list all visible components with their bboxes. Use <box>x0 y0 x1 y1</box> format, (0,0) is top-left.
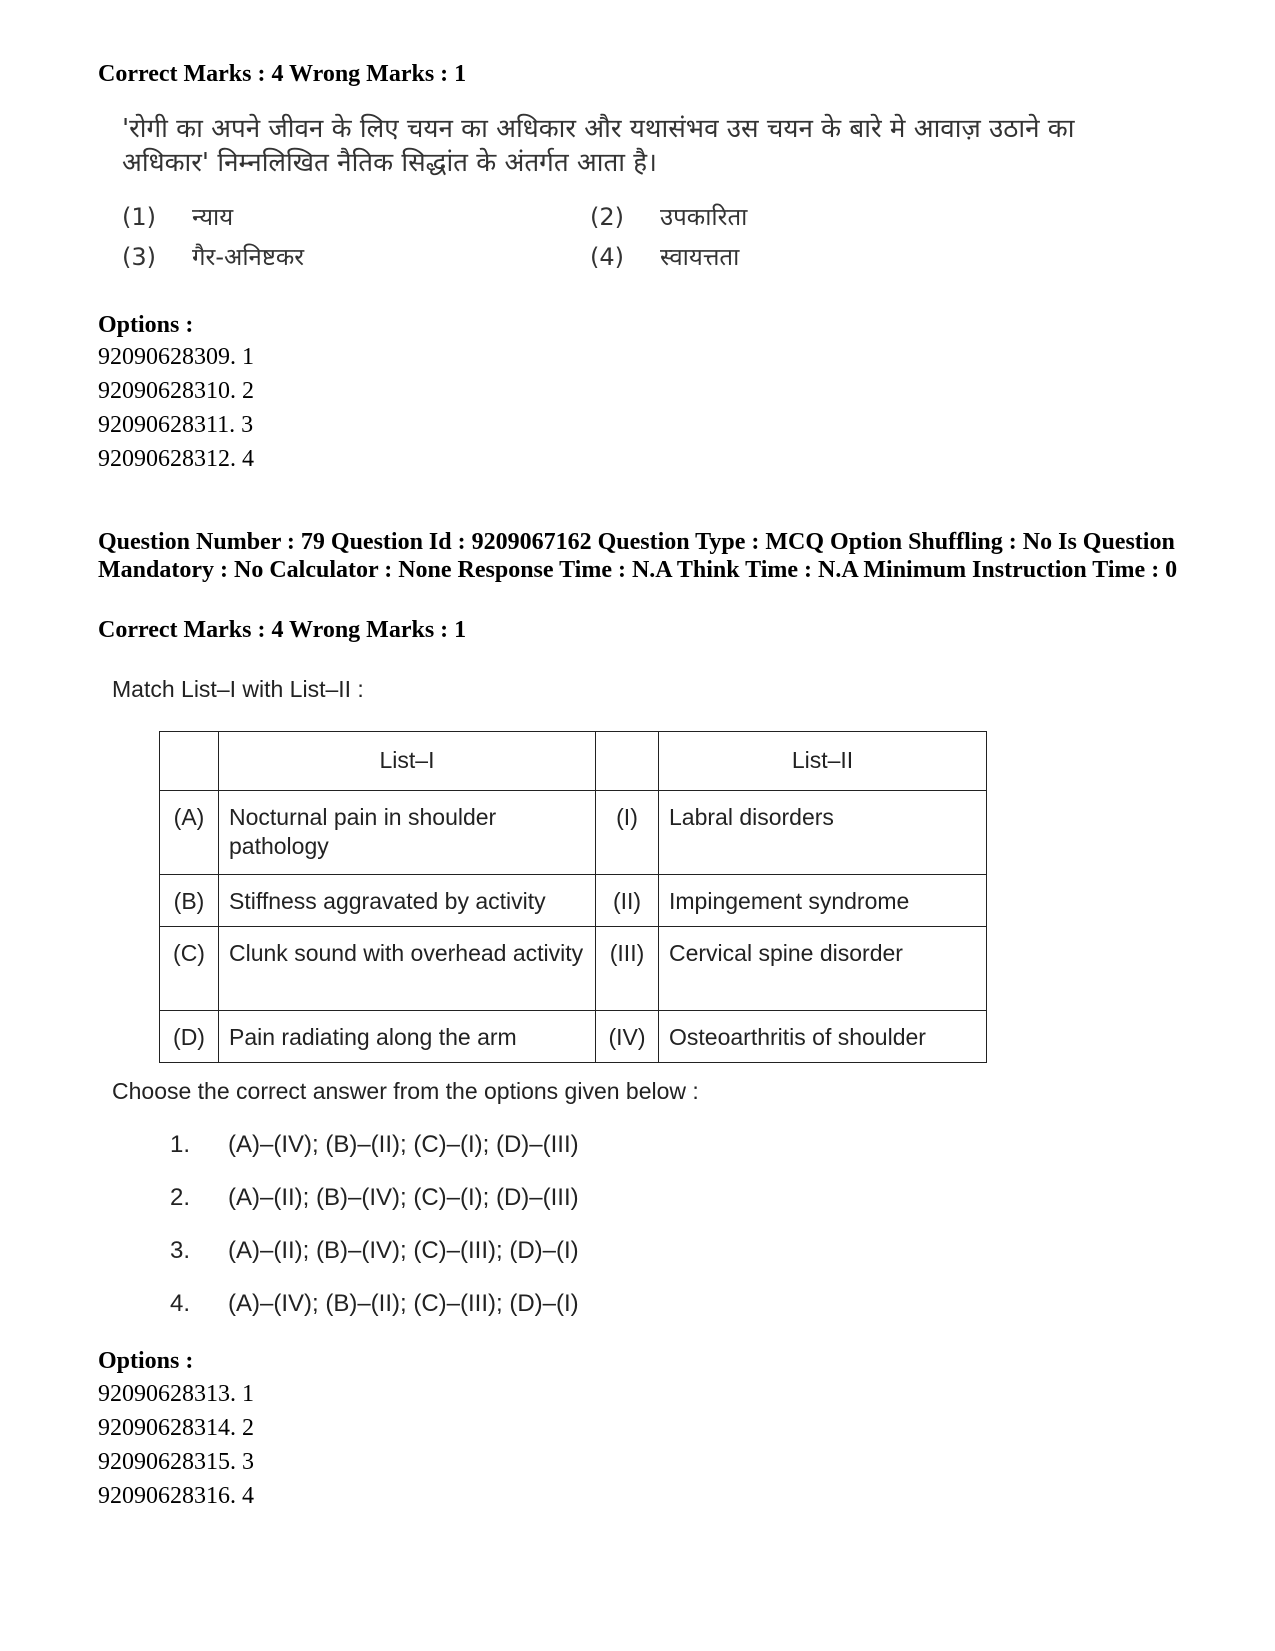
option-item: 92090628312. 4 <box>98 446 254 472</box>
row-text-list1: Nocturnal pain in shoulder pathology <box>219 791 596 875</box>
q79-header: Question Number : 79 Question Id : 9209067162 Question Type : MCQ Option Shuffling : No Is Question Mandatory : No Calculator : None Response Time : N.A Think Time : N.A Minimum Instruction Time : 0 <box>98 529 1178 583</box>
match-table <box>159 731 987 1063</box>
table-header-row <box>160 732 987 791</box>
option-item: 92090628313. 1 <box>98 1381 254 1407</box>
header-list1: List–I <box>219 732 596 791</box>
q78-choice-number: (1) <box>122 203 156 231</box>
row-label-list2: (II) <box>596 875 659 927</box>
q78-question-line1: 'रोगी का अपने जीवन के लिए चयन का अधिकार और यथासंभव उस चयन के बारे मे आवाज़ उठाने का <box>122 114 1075 144</box>
q78-options-label: Options : <box>98 312 194 338</box>
option-item: 92090628315. 3 <box>98 1449 254 1475</box>
row-text-list1: Clunk sound with overhead activity <box>219 927 596 1011</box>
option-item: 92090628309. 1 <box>98 344 254 370</box>
option-item: 92090628316. 4 <box>98 1483 254 1509</box>
option-item: 92090628311. 3 <box>98 412 254 438</box>
q79-instruction: Match List–I with List–II : <box>112 676 364 702</box>
q79-options-list <box>98 1377 254 1513</box>
q78-choice-text: स्वायत्तता <box>660 243 740 271</box>
q78-choice-1 <box>122 200 233 233</box>
answer-text: (A)–(II); (B)–(IV); (C)–(I); (D)–(III) <box>228 1183 579 1211</box>
answer-number: 1. <box>170 1130 191 1158</box>
answer-choice-4 <box>170 1277 579 1330</box>
q78-choice-text: न्याय <box>192 203 234 231</box>
option-item: 92090628314. 2 <box>98 1415 254 1441</box>
header-list2: List–II <box>659 732 987 791</box>
header-blank-cell <box>596 732 659 791</box>
row-label-list2: (I) <box>596 791 659 875</box>
q78-choice-number: (4) <box>590 243 624 271</box>
row-text-list1: Pain radiating along the arm <box>219 1011 596 1063</box>
row-label-list1: (D) <box>160 1011 219 1063</box>
q78-question-line2: अधिकार' निम्नलिखित नैतिक सिद्धांत के अंतर्गत आता है। <box>122 148 657 178</box>
answer-text: (A)–(IV); (B)–(II); (C)–(I); (D)–(III) <box>228 1130 579 1158</box>
row-text-list2: Impingement syndrome <box>659 875 987 927</box>
table-row <box>160 791 987 875</box>
answer-choice-2 <box>170 1171 579 1224</box>
answer-choice-3 <box>170 1224 579 1277</box>
table-row <box>160 927 987 1011</box>
answer-number: 2. <box>170 1183 191 1211</box>
q79-choose-text: Choose the correct answer from the options given below : <box>112 1078 699 1104</box>
table-row <box>160 875 987 927</box>
q78-choice-number: (2) <box>590 203 624 231</box>
q78-question-text <box>122 112 1122 180</box>
answer-text: (A)–(II); (B)–(IV); (C)–(III); (D)–(I) <box>228 1236 579 1264</box>
answer-number: 3. <box>170 1236 191 1264</box>
option-item: 92090628310. 2 <box>98 378 254 404</box>
row-label-list1: (C) <box>160 927 219 1011</box>
row-text-list1: Stiffness aggravated by activity <box>219 875 596 927</box>
row-label-list1: (B) <box>160 875 219 927</box>
q79-answer-choices <box>170 1118 579 1330</box>
q79-marks: Correct Marks : 4 Wrong Marks : 1 <box>98 617 467 643</box>
q78-choice-text: गैर-अनिष्टकर <box>192 243 305 271</box>
row-text-list2: Labral disorders <box>659 791 987 875</box>
answer-text: (A)–(IV); (B)–(II); (C)–(III); (D)–(I) <box>228 1289 579 1317</box>
row-label-list2: (IV) <box>596 1011 659 1063</box>
q79-options-label: Options : <box>98 1348 194 1374</box>
q78-choice-text: उपकारिता <box>660 203 748 231</box>
row-text-list2: Cervical spine disorder <box>659 927 987 1011</box>
header-blank-cell <box>160 732 219 791</box>
q78-options-list <box>98 340 254 476</box>
q78-choice-number: (3) <box>122 243 156 271</box>
q78-choice-3 <box>122 240 304 273</box>
q78-marks: Correct Marks : 4 Wrong Marks : 1 <box>98 61 467 87</box>
row-label-list2: (III) <box>596 927 659 1011</box>
row-label-list1: (A) <box>160 791 219 875</box>
answer-number: 4. <box>170 1289 191 1317</box>
q78-choice-2 <box>590 200 747 233</box>
q78-choice-4 <box>590 240 739 273</box>
row-text-list2: Osteoarthritis of shoulder <box>659 1011 987 1063</box>
table-row <box>160 1011 987 1063</box>
answer-choice-1 <box>170 1118 579 1171</box>
